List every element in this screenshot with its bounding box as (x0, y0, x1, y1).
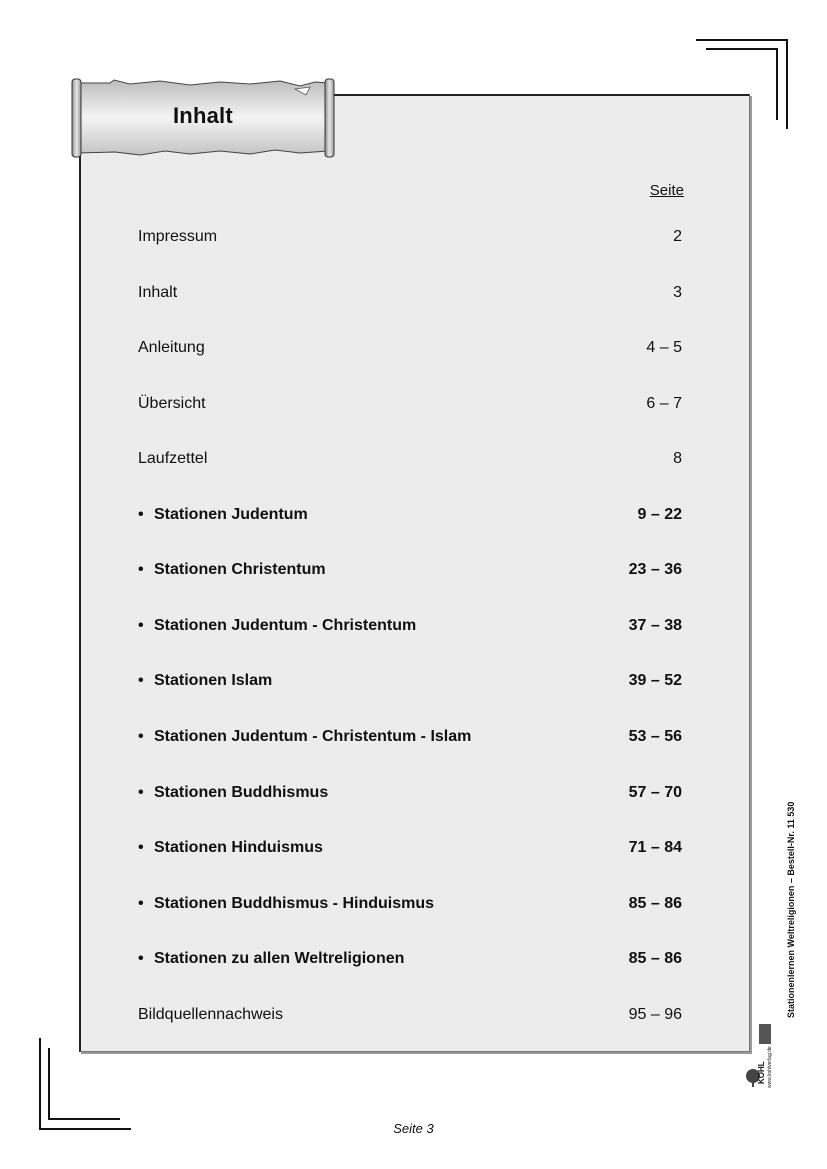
corner-frame-top-right (786, 39, 788, 129)
toc-entry-pages: 85 – 86 (628, 895, 682, 912)
toc-entry-pages: 9 – 22 (637, 506, 682, 523)
bullet-icon: • (138, 506, 144, 523)
toc-entry (138, 395, 684, 419)
toc-entry-pages: 23 – 36 (628, 561, 682, 578)
toc-entry-label: Bildquellennachweis (138, 1006, 283, 1023)
toc-entry (138, 1006, 684, 1030)
bullet-icon: • (138, 561, 144, 578)
page-number: Seite 3 (393, 1121, 434, 1136)
toc-entry-label: Übersicht (138, 395, 206, 412)
bullet-icon: • (138, 728, 144, 745)
toc-entry-station (138, 617, 684, 641)
corner-frame-top-right (706, 48, 778, 50)
order-number-note: Stationenlernen Weltreligionen – Bestell-Nr. 11 530 (786, 801, 796, 1018)
toc-entry-pages: 6 – 7 (646, 395, 682, 412)
toc-entry-pages: 53 – 56 (628, 728, 682, 745)
corner-frame-bottom-left (39, 1038, 41, 1130)
toc-entry-label: Stationen Judentum (154, 506, 308, 523)
toc-entry-pages: 95 – 96 (628, 1006, 682, 1023)
toc-entry-label: Stationen Buddhismus - Hinduismus (154, 895, 435, 912)
bullet-icon: • (138, 672, 144, 689)
toc-entry-pages: 37 – 38 (628, 617, 682, 634)
bullet-icon: • (138, 617, 144, 634)
toc-entry-label: Stationen Hinduismus (154, 839, 323, 856)
toc-entry-station (138, 784, 684, 808)
publisher-logo (745, 1022, 775, 1088)
toc-entry-station (138, 728, 684, 752)
toc-entry-station (138, 561, 684, 585)
toc-entry-label: Stationen Buddhismus (154, 784, 329, 801)
toc-entry-label: Laufzettel (138, 450, 208, 467)
corner-frame-bottom-left (48, 1048, 50, 1120)
toc-entry-station (138, 950, 684, 974)
toc-entry-pages: 4 – 5 (646, 339, 682, 356)
toc-entry-pages: 71 – 84 (628, 839, 682, 856)
publisher-url: www.kohlverlag.de (767, 1046, 773, 1088)
toc-entry-pages: 2 (673, 228, 682, 245)
toc-entry (138, 284, 684, 308)
bullet-icon: • (138, 784, 144, 801)
corner-frame-bottom-left (48, 1118, 120, 1120)
toc-entry-label: Anleitung (138, 339, 205, 356)
toc-entry-label: Stationen Judentum - Christentum (154, 617, 417, 634)
toc-entry-pages: 85 – 86 (628, 950, 682, 967)
toc-entry-label: Stationen Christentum (154, 561, 326, 578)
page-title: Inhalt (173, 103, 233, 128)
toc-entry-label: Inhalt (138, 284, 178, 301)
corner-frame-top-right (696, 39, 788, 41)
toc-entry-station (138, 506, 684, 530)
corner-frame-top-right (776, 48, 778, 120)
toc-entry-label: Stationen Islam (154, 672, 273, 689)
toc-entry-pages: 57 – 70 (628, 784, 682, 801)
toc-entry-station (138, 895, 684, 919)
toc-entry-station (138, 839, 684, 863)
toc-entry-station (138, 672, 684, 696)
bullet-icon: • (138, 839, 144, 856)
toc-entry (138, 450, 684, 474)
toc-entry-pages: 39 – 52 (628, 672, 682, 689)
bullet-icon: • (138, 895, 144, 912)
toc-entry-label: Impressum (138, 228, 218, 245)
toc-entry (138, 228, 684, 252)
toc-entry (138, 339, 684, 363)
bullet-icon: • (138, 950, 144, 967)
toc-entry-label: Stationen Judentum - Christentum - Islam (154, 728, 472, 745)
toc-entry-pages: 8 (673, 450, 682, 467)
publisher-name: KOHL (757, 1061, 766, 1084)
page-column-header: Seite (649, 182, 684, 199)
toc-entry-label: Stationen zu allen Weltreligionen (154, 950, 405, 967)
toc-entry-pages: 3 (673, 284, 682, 301)
